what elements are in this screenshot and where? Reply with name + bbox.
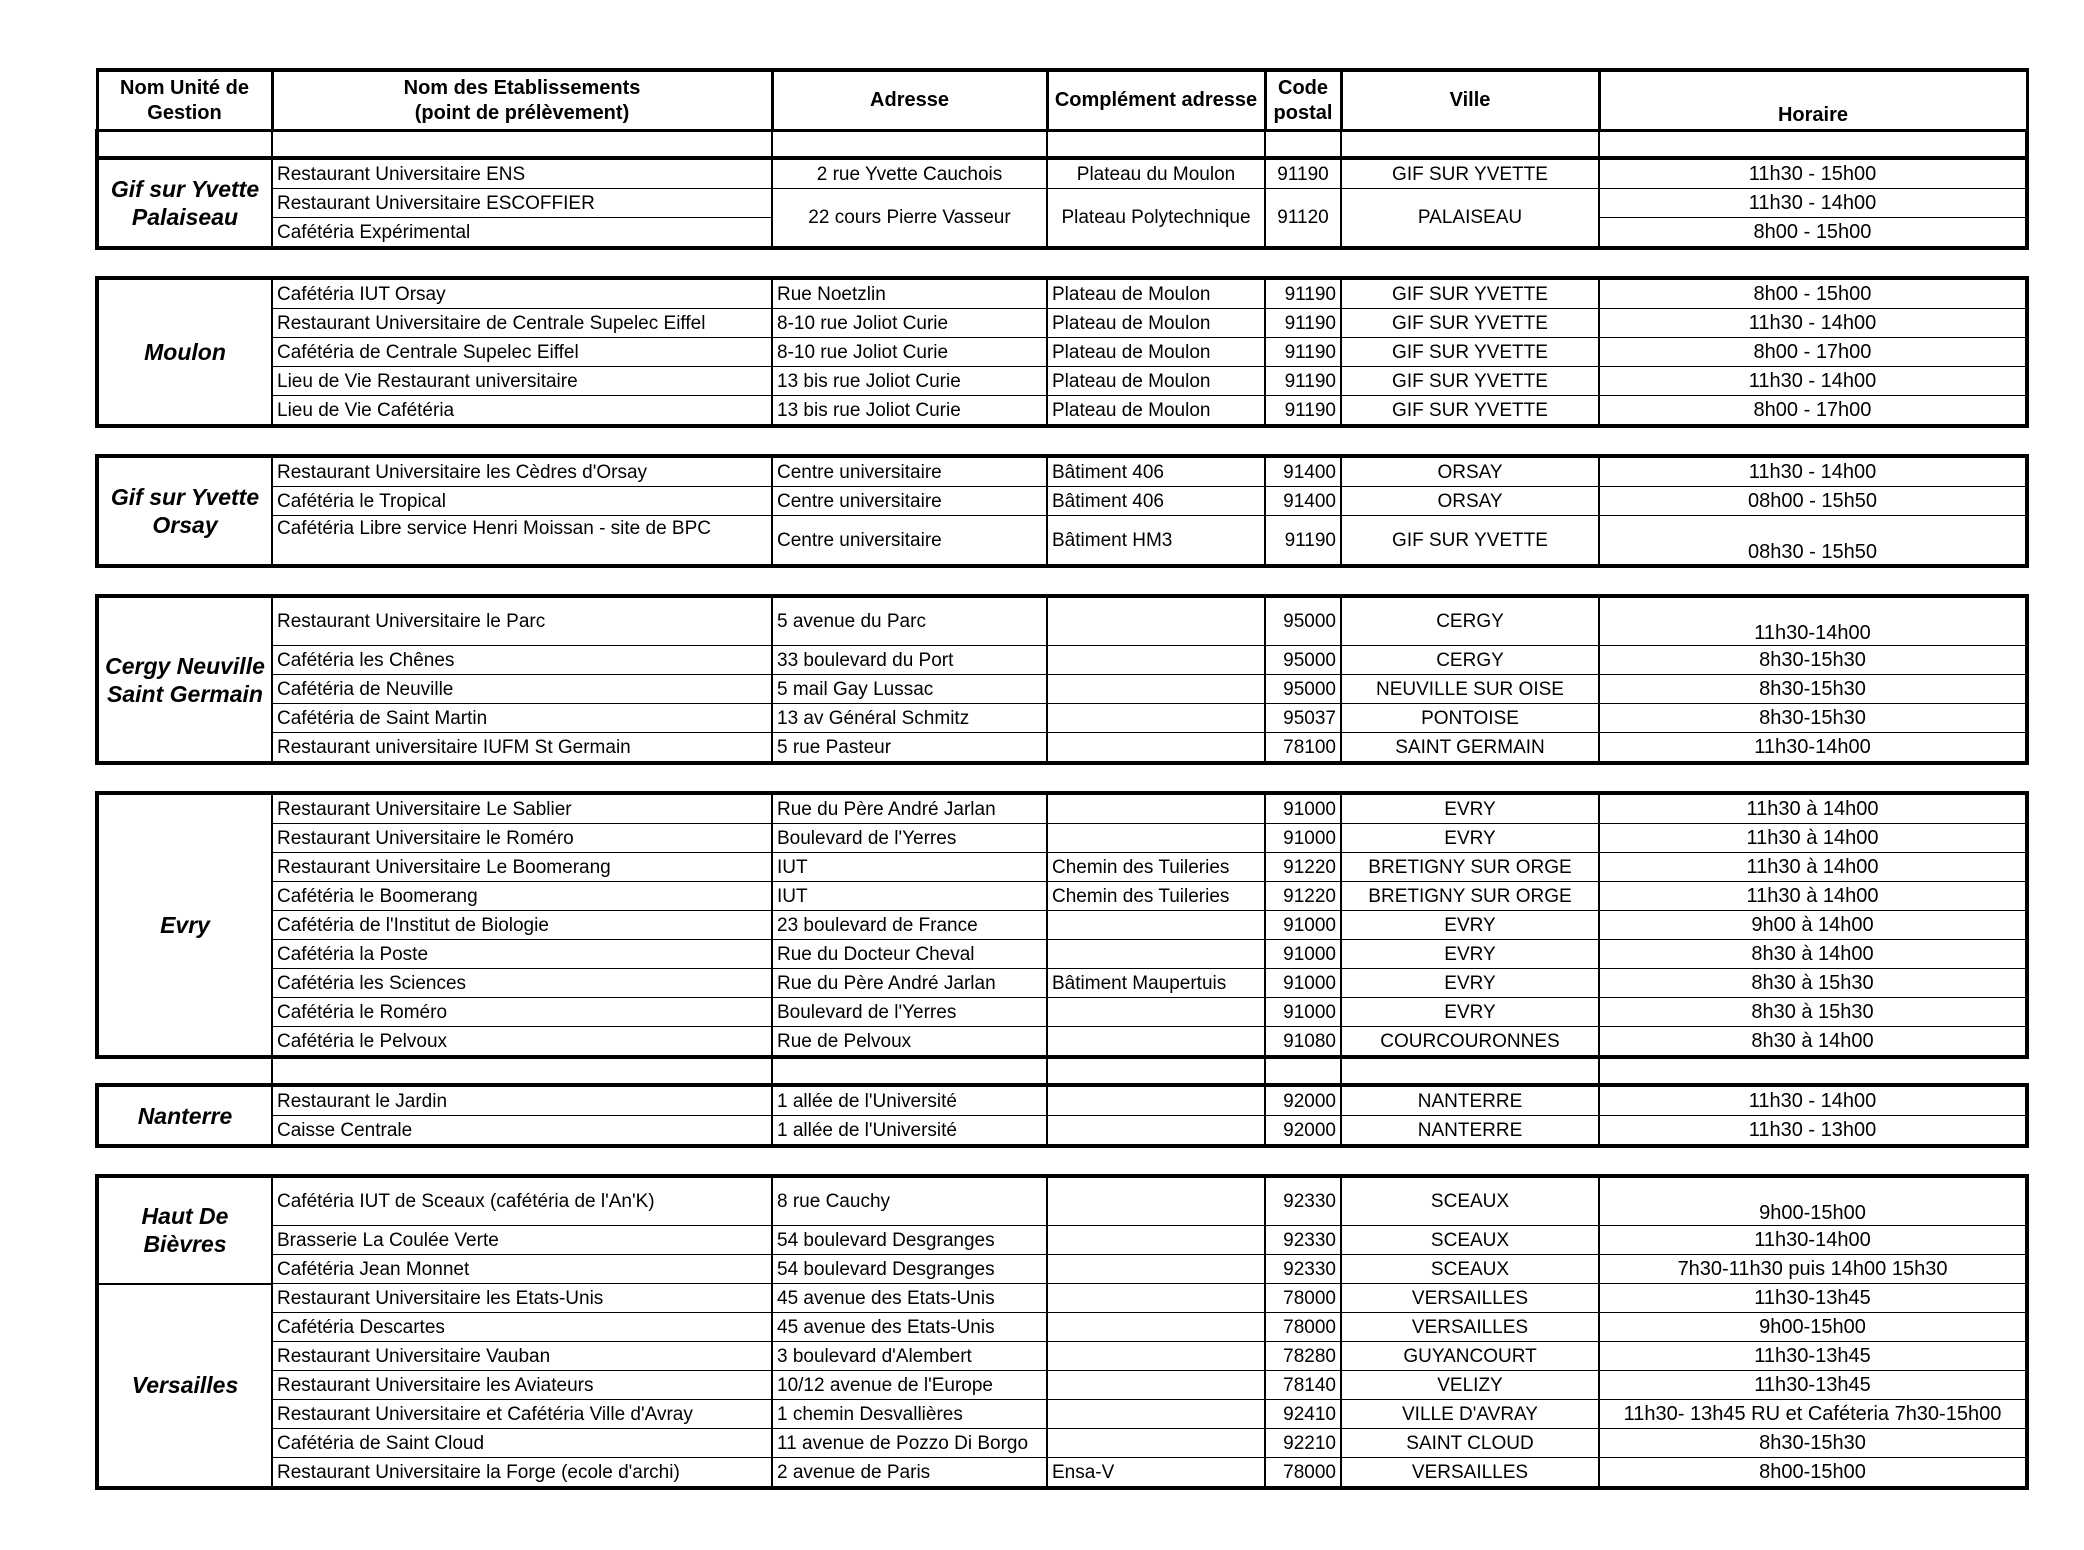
table-row <box>97 1226 2027 1255</box>
code-cell: 92330 <box>1265 1255 1341 1284</box>
table-row <box>97 367 2027 396</box>
adresse-cell: Rue Noetzlin <box>772 278 1047 309</box>
table-row <box>97 733 2027 764</box>
table-row <box>97 853 2027 882</box>
horaire-cell: 8h30-15h30 <box>1599 675 2027 704</box>
unit-cergy: Cergy Neuville Saint Germain <box>97 596 272 763</box>
horaire-cell: 11h30-13h45 <box>1599 1342 2027 1371</box>
code-cell: 78000 <box>1265 1284 1341 1313</box>
horaire-cell: 8h00 - 17h00 <box>1599 338 2027 367</box>
etablissement-cell: Cafétéria IUT Orsay <box>272 278 772 309</box>
code-cell: 91190 <box>1265 309 1341 338</box>
table-row <box>97 1255 2027 1284</box>
header-ville: Ville <box>1341 70 1599 131</box>
etablissement-cell: Restaurant le Jardin <box>272 1085 772 1116</box>
table-row <box>97 1429 2027 1458</box>
table-row <box>97 338 2027 367</box>
code-cell: 92000 <box>1265 1116 1341 1147</box>
table-row <box>97 824 2027 853</box>
code-cell: 92410 <box>1265 1400 1341 1429</box>
horaire-cell: 8h30 à 15h30 <box>1599 998 2027 1027</box>
adresse-cell: 10/12 avenue de l'Europe <box>772 1371 1047 1400</box>
code-cell: 91000 <box>1265 911 1341 940</box>
code-cell: 78100 <box>1265 733 1341 764</box>
complement-cell <box>1047 704 1265 733</box>
ville-cell: GIF SUR YVETTE <box>1341 278 1599 309</box>
gap-row <box>97 1146 2027 1176</box>
etablissement-cell: Cafétéria les Chênes <box>272 646 772 675</box>
etablissement-cell: Cafétéria le Boomerang <box>272 882 772 911</box>
etablissement-cell: Restaurant Universitaire de Centrale Supelec Eiffel <box>272 309 772 338</box>
complement-cell: Chemin des Tuileries <box>1047 882 1265 911</box>
etablissement-cell: Cafétéria le Tropical <box>272 487 772 516</box>
unit-versailles: Versailles <box>97 1284 272 1489</box>
horaire-cell: 8h30-15h30 <box>1599 1429 2027 1458</box>
etablissement-cell: Cafétéria de Neuville <box>272 675 772 704</box>
etablissement-cell: Cafétéria de Centrale Supelec Eiffel <box>272 338 772 367</box>
adresse-cell: Centre universitaire <box>772 456 1047 487</box>
restaurant-table-sheet <box>95 68 2025 1490</box>
table-row <box>97 596 2027 646</box>
complement-cell <box>1047 1176 1265 1226</box>
unit-haut-de-bievres: Haut De Bièvres <box>97 1176 272 1284</box>
complement-cell: Bâtiment Maupertuis <box>1047 969 1265 998</box>
header-row <box>97 70 2027 131</box>
header-horaire: Horaire <box>1599 70 2027 131</box>
ville-cell: EVRY <box>1341 940 1599 969</box>
code-cell: 92000 <box>1265 1085 1341 1116</box>
etablissement-cell: Restaurant Universitaire Vauban <box>272 1342 772 1371</box>
ville-cell: VERSAILLES <box>1341 1284 1599 1313</box>
code-cell: 91220 <box>1265 882 1341 911</box>
ville-cell: VILLE D'AVRAY <box>1341 1400 1599 1429</box>
code-cell: 91000 <box>1265 998 1341 1027</box>
adresse-cell: 8-10 rue Joliot Curie <box>772 338 1047 367</box>
ville-cell: COURCOURONNES <box>1341 1027 1599 1058</box>
ville-cell: PONTOISE <box>1341 704 1599 733</box>
horaire-cell: 8h30 à 14h00 <box>1599 1027 2027 1058</box>
code-cell: 91000 <box>1265 824 1341 853</box>
header-complement: Complément adresse <box>1047 70 1265 131</box>
table-row <box>97 793 2027 824</box>
adresse-cell: 1 allée de l'Université <box>772 1116 1047 1147</box>
adresse-cell: 1 chemin Desvallières <box>772 1400 1047 1429</box>
unit-evry: Evry <box>97 793 272 1057</box>
etablissement-cell: Cafétéria le Pelvoux <box>272 1027 772 1058</box>
table-row <box>97 940 2027 969</box>
table-row <box>97 1027 2027 1058</box>
complement-cell: Chemin des Tuileries <box>1047 853 1265 882</box>
ville-cell: VELIZY <box>1341 1371 1599 1400</box>
etablissement-cell: Lieu de Vie Restaurant universitaire <box>272 367 772 396</box>
etablissement-cell: Restaurant Universitaire Le Sablier <box>272 793 772 824</box>
horaire-cell: 9h00 à 14h00 <box>1599 911 2027 940</box>
adresse-cell: 8-10 rue Joliot Curie <box>772 309 1047 338</box>
table-row <box>97 456 2027 487</box>
table-row <box>97 516 2027 567</box>
adresse-cell: 33 boulevard du Port <box>772 646 1047 675</box>
etablissement-cell: Restaurant Universitaire ESCOFFIER <box>272 189 772 218</box>
code-cell: 91000 <box>1265 793 1341 824</box>
etablissement-cell: Cafétéria IUT de Sceaux (cafétéria de l'An'K) <box>272 1176 772 1226</box>
etablissement-cell: Restaurant Universitaire les Cèdres d'Orsay <box>272 456 772 487</box>
unit-gif-palaiseau: Gif sur Yvette Palaiseau <box>97 158 272 248</box>
adresse-cell: 5 rue Pasteur <box>772 733 1047 764</box>
horaire-cell: 8h00-15h00 <box>1599 1458 2027 1489</box>
ville-cell: SCEAUX <box>1341 1255 1599 1284</box>
horaire-cell: 11h30-14h00 <box>1599 1226 2027 1255</box>
ville-cell: SAINT CLOUD <box>1341 1429 1599 1458</box>
ville-cell: GIF SUR YVETTE <box>1341 338 1599 367</box>
horaire-cell: 11h30 à 14h00 <box>1599 853 2027 882</box>
etablissement-cell: Cafétéria de l'Institut de Biologie <box>272 911 772 940</box>
adresse-cell: Centre universitaire <box>772 516 1047 567</box>
etablissement-cell: Cafétéria le Roméro <box>272 998 772 1027</box>
adresse-cell: Rue du Père André Jarlan <box>772 969 1047 998</box>
code-cell: 95037 <box>1265 704 1341 733</box>
horaire-cell: 8h30-15h30 <box>1599 704 2027 733</box>
table-row <box>97 1342 2027 1371</box>
horaire-cell: 8h00 - 15h00 <box>1599 278 2027 309</box>
header-etablissement: Nom des Etablissements (point de prélèvement) <box>272 70 772 131</box>
complement-cell: Bâtiment HM3 <box>1047 516 1265 567</box>
complement-cell <box>1047 646 1265 675</box>
horaire-cell: 8h30 à 14h00 <box>1599 940 2027 969</box>
ville-cell: EVRY <box>1341 998 1599 1027</box>
complement-cell <box>1047 1371 1265 1400</box>
ville-cell: EVRY <box>1341 911 1599 940</box>
adresse-cell: Rue du Docteur Cheval <box>772 940 1047 969</box>
table-row <box>97 189 2027 218</box>
adresse-cell: 1 allée de l'Université <box>772 1085 1047 1116</box>
gap-row <box>97 566 2027 596</box>
etablissement-cell: Cafétéria Libre service Henri Moissan - site de BPC <box>272 516 772 567</box>
adresse-cell: 13 av Général Schmitz <box>772 704 1047 733</box>
code-cell: 78140 <box>1265 1371 1341 1400</box>
ville-cell: PALAISEAU <box>1341 189 1599 249</box>
code-cell: 78000 <box>1265 1313 1341 1342</box>
complement-cell <box>1047 675 1265 704</box>
complement-cell: Bâtiment 406 <box>1047 456 1265 487</box>
ville-cell: CERGY <box>1341 596 1599 646</box>
horaire-cell: 11h30 - 14h00 <box>1599 189 2027 218</box>
table-row <box>97 1400 2027 1429</box>
horaire-cell: 11h30 à 14h00 <box>1599 824 2027 853</box>
horaire-cell: 11h30 - 14h00 <box>1599 1085 2027 1116</box>
horaire-cell: 11h30 - 14h00 <box>1599 309 2027 338</box>
code-cell: 95000 <box>1265 675 1341 704</box>
ville-cell: GIF SUR YVETTE <box>1341 158 1599 189</box>
complement-cell: Plateau de Moulon <box>1047 309 1265 338</box>
ville-cell: GIF SUR YVETTE <box>1341 516 1599 567</box>
etablissement-cell: Restaurant Universitaire et Cafétéria Ville d'Avray <box>272 1400 772 1429</box>
ville-cell: GIF SUR YVETTE <box>1341 367 1599 396</box>
complement-cell <box>1047 1085 1265 1116</box>
table-row <box>97 1176 2027 1226</box>
table-row <box>97 396 2027 427</box>
ville-cell: SAINT GERMAIN <box>1341 733 1599 764</box>
horaire-cell: 9h00-15h00 <box>1599 1176 2027 1226</box>
table-row <box>97 309 2027 338</box>
complement-cell: Plateau du Moulon <box>1047 158 1265 189</box>
ville-cell: CERGY <box>1341 646 1599 675</box>
code-cell: 91220 <box>1265 853 1341 882</box>
etablissement-cell: Cafétéria les Sciences <box>272 969 772 998</box>
table-row <box>97 1284 2027 1313</box>
etablissement-cell: Cafétéria Expérimental <box>272 218 772 249</box>
ville-cell: EVRY <box>1341 969 1599 998</box>
table-row <box>97 1371 2027 1400</box>
adresse-cell: Centre universitaire <box>772 487 1047 516</box>
code-cell: 78000 <box>1265 1458 1341 1489</box>
table-row <box>97 998 2027 1027</box>
spacer-row <box>97 1057 2027 1085</box>
gap-row <box>97 426 2027 456</box>
adresse-cell: 8 rue Cauchy <box>772 1176 1047 1226</box>
table-row <box>97 158 2027 189</box>
restaurant-table <box>95 68 2029 1490</box>
complement-cell <box>1047 1400 1265 1429</box>
table-row <box>97 882 2027 911</box>
ville-cell: BRETIGNY SUR ORGE <box>1341 882 1599 911</box>
adresse-cell: 5 avenue du Parc <box>772 596 1047 646</box>
etablissement-cell: Cafétéria Jean Monnet <box>272 1255 772 1284</box>
code-cell: 92330 <box>1265 1176 1341 1226</box>
spacer-row <box>97 131 2027 159</box>
unit-gif-orsay: Gif sur Yvette Orsay <box>97 456 272 566</box>
etablissement-cell: Cafétéria la Poste <box>272 940 772 969</box>
table-row <box>97 278 2027 309</box>
ville-cell: GIF SUR YVETTE <box>1341 309 1599 338</box>
code-cell: 95000 <box>1265 646 1341 675</box>
ville-cell: GIF SUR YVETTE <box>1341 396 1599 427</box>
horaire-cell: 11h30-14h00 <box>1599 733 2027 764</box>
etablissement-cell: Cafétéria de Saint Cloud <box>272 1429 772 1458</box>
etablissement-cell: Restaurant universitaire IUFM St Germain <box>272 733 772 764</box>
adresse-cell: Boulevard de l'Yerres <box>772 824 1047 853</box>
horaire-cell: 8h30 à 15h30 <box>1599 969 2027 998</box>
complement-cell <box>1047 1429 1265 1458</box>
horaire-cell: 11h30-13h45 <box>1599 1371 2027 1400</box>
table-row <box>97 487 2027 516</box>
adresse-cell: Rue du Père André Jarlan <box>772 793 1047 824</box>
complement-cell <box>1047 1284 1265 1313</box>
complement-cell <box>1047 733 1265 764</box>
ville-cell: ORSAY <box>1341 487 1599 516</box>
header-adresse: Adresse <box>772 70 1047 131</box>
adresse-cell: 3 boulevard d'Alembert <box>772 1342 1047 1371</box>
adresse-cell: 13 bis rue Joliot Curie <box>772 396 1047 427</box>
complement-cell: Plateau de Moulon <box>1047 338 1265 367</box>
unit-moulon: Moulon <box>97 278 272 426</box>
code-cell: 95000 <box>1265 596 1341 646</box>
complement-cell <box>1047 940 1265 969</box>
horaire-cell: 11h30-13h45 <box>1599 1284 2027 1313</box>
adresse-cell: 22 cours Pierre Vasseur <box>772 189 1047 249</box>
ville-cell: NANTERRE <box>1341 1085 1599 1116</box>
horaire-cell: 08h30 - 15h50 <box>1599 516 2027 567</box>
complement-cell: Plateau Polytechnique <box>1047 189 1265 249</box>
adresse-cell: 2 rue Yvette Cauchois <box>772 158 1047 189</box>
adresse-cell: 13 bis rue Joliot Curie <box>772 367 1047 396</box>
adresse-cell: 11 avenue de Pozzo Di Borgo <box>772 1429 1047 1458</box>
complement-cell: Plateau de Moulon <box>1047 278 1265 309</box>
ville-cell: NEUVILLE SUR OISE <box>1341 675 1599 704</box>
horaire-cell: 11h30- 13h45 RU et Caféteria 7h30-15h00 <box>1599 1400 2027 1429</box>
ville-cell: NANTERRE <box>1341 1116 1599 1147</box>
horaire-cell: 8h30-15h30 <box>1599 646 2027 675</box>
table-row <box>97 1313 2027 1342</box>
horaire-cell: 8h00 - 15h00 <box>1599 218 2027 249</box>
etablissement-cell: Lieu de Vie Cafétéria <box>272 396 772 427</box>
complement-cell <box>1047 1313 1265 1342</box>
ville-cell: EVRY <box>1341 793 1599 824</box>
adresse-cell: 54 boulevard Desgranges <box>772 1226 1047 1255</box>
adresse-cell: 23 boulevard de France <box>772 911 1047 940</box>
etablissement-cell: Caisse Centrale <box>272 1116 772 1147</box>
code-cell: 92210 <box>1265 1429 1341 1458</box>
horaire-cell: 8h00 - 17h00 <box>1599 396 2027 427</box>
table-row <box>97 1085 2027 1116</box>
code-cell: 91190 <box>1265 278 1341 309</box>
ville-cell: VERSAILLES <box>1341 1313 1599 1342</box>
complement-cell: Plateau de Moulon <box>1047 367 1265 396</box>
ville-cell: SCEAUX <box>1341 1176 1599 1226</box>
etablissement-cell: Restaurant Universitaire Le Boomerang <box>272 853 772 882</box>
gap-row <box>97 248 2027 278</box>
code-cell: 91190 <box>1265 158 1341 189</box>
table-row <box>97 704 2027 733</box>
ville-cell: SCEAUX <box>1341 1226 1599 1255</box>
header-code-postal: Code postal <box>1265 70 1341 131</box>
code-cell: 91190 <box>1265 338 1341 367</box>
complement-cell: Plateau de Moulon <box>1047 396 1265 427</box>
etablissement-cell: Restaurant Universitaire ENS <box>272 158 772 189</box>
adresse-cell: IUT <box>772 853 1047 882</box>
adresse-cell: 2 avenue de Paris <box>772 1458 1047 1489</box>
adresse-cell: Boulevard de l'Yerres <box>772 998 1047 1027</box>
complement-cell <box>1047 1226 1265 1255</box>
horaire-cell: 11h30 - 14h00 <box>1599 456 2027 487</box>
ville-cell: EVRY <box>1341 824 1599 853</box>
code-cell: 91190 <box>1265 367 1341 396</box>
horaire-cell: 11h30 à 14h00 <box>1599 882 2027 911</box>
table-row <box>97 1116 2027 1147</box>
horaire-cell: 11h30-14h00 <box>1599 596 2027 646</box>
etablissement-cell: Brasserie La Coulée Verte <box>272 1226 772 1255</box>
horaire-cell: 11h30 à 14h00 <box>1599 793 2027 824</box>
complement-cell <box>1047 1116 1265 1147</box>
adresse-cell: 45 avenue des Etats-Unis <box>772 1284 1047 1313</box>
adresse-cell: 54 boulevard Desgranges <box>772 1255 1047 1284</box>
code-cell: 92330 <box>1265 1226 1341 1255</box>
etablissement-cell: Restaurant Universitaire la Forge (ecole d'archi) <box>272 1458 772 1489</box>
code-cell: 91400 <box>1265 487 1341 516</box>
ville-cell: GUYANCOURT <box>1341 1342 1599 1371</box>
horaire-cell: 11h30 - 14h00 <box>1599 367 2027 396</box>
code-cell: 91120 <box>1265 189 1341 249</box>
complement-cell: Bâtiment 406 <box>1047 487 1265 516</box>
etablissement-cell: Cafétéria Descartes <box>272 1313 772 1342</box>
code-cell: 78280 <box>1265 1342 1341 1371</box>
code-cell: 91000 <box>1265 969 1341 998</box>
etablissement-cell: Restaurant Universitaire le Parc <box>272 596 772 646</box>
gap-row <box>97 763 2027 793</box>
horaire-cell: 11h30 - 15h00 <box>1599 158 2027 189</box>
code-cell: 91000 <box>1265 940 1341 969</box>
complement-cell <box>1047 596 1265 646</box>
unit-nanterre: Nanterre <box>97 1085 272 1146</box>
complement-cell <box>1047 911 1265 940</box>
horaire-cell: 08h00 - 15h50 <box>1599 487 2027 516</box>
etablissement-cell: Restaurant Universitaire les Etats-Unis <box>272 1284 772 1313</box>
ville-cell: BRETIGNY SUR ORGE <box>1341 853 1599 882</box>
code-cell: 91400 <box>1265 456 1341 487</box>
table-row <box>97 646 2027 675</box>
code-cell: 91190 <box>1265 516 1341 567</box>
adresse-cell: 45 avenue des Etats-Unis <box>772 1313 1047 1342</box>
adresse-cell: IUT <box>772 882 1047 911</box>
header-unit: Nom Unité de Gestion <box>97 70 272 131</box>
horaire-cell: 11h30 - 13h00 <box>1599 1116 2027 1147</box>
complement-cell <box>1047 1027 1265 1058</box>
table-row <box>97 969 2027 998</box>
complement-cell <box>1047 1255 1265 1284</box>
ville-cell: VERSAILLES <box>1341 1458 1599 1489</box>
adresse-cell: Rue de Pelvoux <box>772 1027 1047 1058</box>
horaire-cell: 9h00-15h00 <box>1599 1313 2027 1342</box>
code-cell: 91080 <box>1265 1027 1341 1058</box>
ville-cell: ORSAY <box>1341 456 1599 487</box>
etablissement-cell: Restaurant Universitaire le Roméro <box>272 824 772 853</box>
complement-cell <box>1047 793 1265 824</box>
adresse-cell: 5 mail Gay Lussac <box>772 675 1047 704</box>
table-row <box>97 675 2027 704</box>
complement-cell <box>1047 824 1265 853</box>
table-row <box>97 1458 2027 1489</box>
complement-cell <box>1047 1342 1265 1371</box>
complement-cell: Ensa-V <box>1047 1458 1265 1489</box>
table-row <box>97 911 2027 940</box>
etablissement-cell: Cafétéria de Saint Martin <box>272 704 772 733</box>
etablissement-cell: Restaurant Universitaire les Aviateurs <box>272 1371 772 1400</box>
complement-cell <box>1047 998 1265 1027</box>
horaire-cell: 7h30-11h30 puis 14h00 15h30 <box>1599 1255 2027 1284</box>
code-cell: 91190 <box>1265 396 1341 427</box>
